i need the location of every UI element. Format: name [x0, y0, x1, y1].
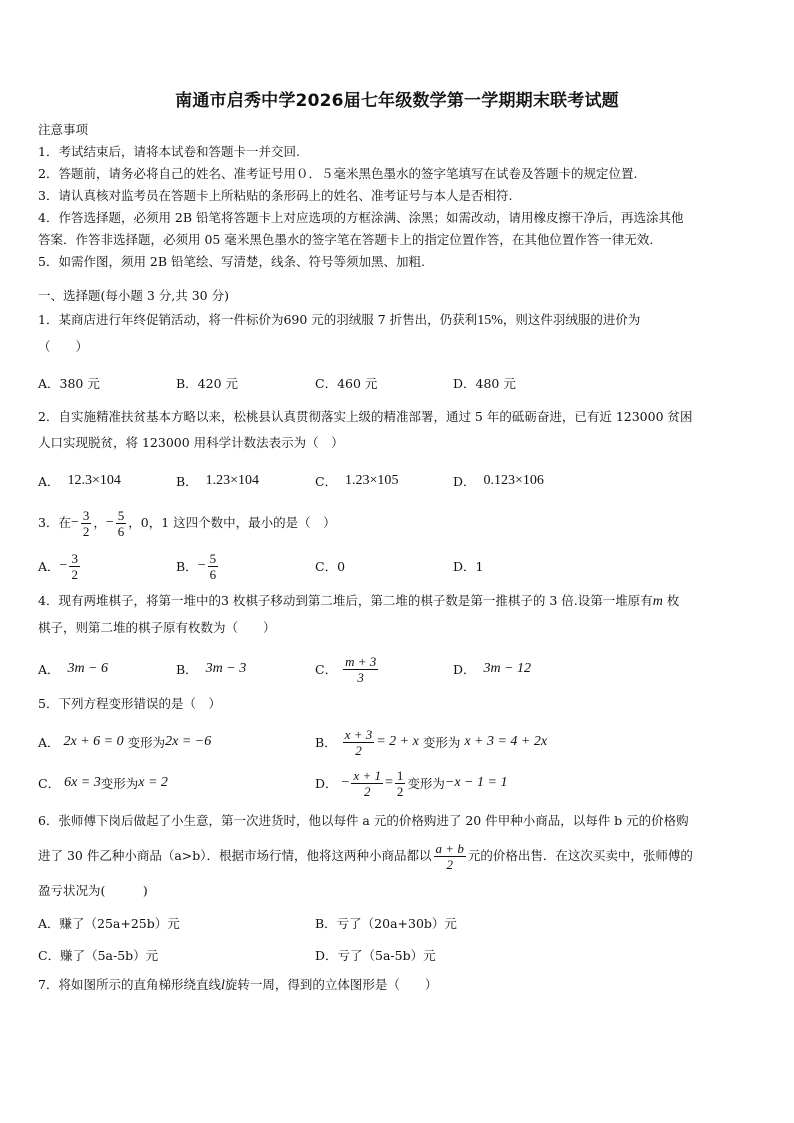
notes-item: 2．答题前，请务必将自己的姓名、准考证号用０．５毫米黑色墨水的签字笔填写在试卷及答题卡的规定位置.: [38, 166, 638, 181]
question-6: 6．张师傅下岗后做起了小生意，第一次进货时，他以每件 a 元的价格购进了 20 件甲种小商品，以每件 b 元的价格购 进了 30 件乙种小商品（a>b）．根据市场行情，他将这两种小商品都以 $\frac{a + b}{2}$ 元的价格出售．在这次买卖中，张师傅的 盈亏状况为( ): [38, 813, 693, 898]
q3-option-a[interactable]: A． − $\frac{3}{2}$: [38, 550, 78, 582]
q4-option-b[interactable]: B． 3m − 3: [176, 661, 247, 677]
section-heading: 一、选择题(每小题 3 分,共 30 分): [38, 288, 229, 303]
q1-text-end: ，则这件羽绒服的进价为: [502, 312, 641, 327]
question-3: 3．在 − $\frac{3}{2}$ ， − $\frac{5}{6}$ ，0，1 这四个数中，最小的是（ ）: [38, 507, 336, 539]
q6-option-b[interactable]: B．亏了（20a+30b）元: [315, 916, 457, 931]
fraction: $\frac{m + 3}{3}$: [345, 653, 377, 685]
q5-option-b[interactable]: B． $\frac{x + 3}{2}$ = 2 + x 变形为 x + 3 = 4 + 2x: [315, 726, 548, 758]
fraction: $\frac{3}{2}$: [71, 550, 78, 582]
fraction: $\frac{x + 1}{2}$: [353, 767, 381, 799]
q3-option-b[interactable]: B． − $\frac{5}{6}$: [176, 550, 217, 582]
q1-text: 1．某商店进行年终促销活动，将一件标价为690 元的羽绒服 7 折售出，仍获利: [38, 312, 478, 327]
q5-option-d[interactable]: D． − $\frac{x + 1}{2}$ = $\frac{1}{2}$ 变形为 −x − 1 = 1: [315, 767, 508, 799]
notes-item: 5．如需作图，须用 2B 铅笔绘、写清楚，线条、符号等须加黑、加粗.: [38, 254, 426, 269]
fraction: $\frac{5}{6}$: [209, 550, 217, 582]
question-2: [38, 404, 768, 456]
notes-item: 3．请认真核对监考员在答题卡上所粘贴的条形码上的姓名、准考证号与本人是否相符.: [38, 188, 513, 203]
fraction: $\frac{a + b}{2}$: [435, 840, 464, 872]
q1-percent: 15%: [477, 313, 503, 328]
fraction: $\frac{x + 3}{2}$: [344, 726, 373, 758]
notes-item: 1．考试结束后，请将本试卷和答题卡一并交回.: [38, 144, 300, 159]
q1-option-a[interactable]: A．380 元: [38, 376, 100, 391]
fraction: $\frac{3}{2}$: [82, 507, 90, 539]
q2-option-b[interactable]: B． 1.23×10 4: [176, 473, 260, 489]
q2-option-d[interactable]: D． 0.123×10 6: [453, 473, 544, 489]
question-7: 7．将如图所示的直角梯形绕直线l旋转一周，得到的立体图形是（ ）: [38, 977, 438, 993]
question-1: [38, 307, 768, 360]
q5-options-row2: [38, 765, 768, 805]
q4-option-c[interactable]: C． $\frac{m + 3}{3}$: [315, 653, 377, 685]
notes-item: 4．作答选择题，必须用 2B 铅笔将答题卡上对应选项的方框涂满、涂黑；如需改动，请用橡皮擦干净后，再选涂其他: [38, 210, 684, 225]
fraction: $\frac{1}{2}$: [396, 767, 404, 799]
q1-option-c[interactable]: C．460 元: [315, 376, 378, 391]
q3-options: [38, 548, 768, 588]
fraction: $\frac{5}{6}$: [117, 507, 125, 539]
q1-option-d[interactable]: D．480 元: [453, 376, 516, 391]
q6-option-d[interactable]: D．亏了（5a-5b）元: [315, 948, 436, 963]
page-title: 南通市启秀中学2026届七年级数学第一学期期末联考试题: [175, 91, 619, 111]
q4-options: [38, 651, 768, 691]
q2-option-c[interactable]: C． 1.23×10 5: [315, 473, 399, 489]
q1-option-b[interactable]: B．420 元: [176, 376, 239, 391]
q3-option-c[interactable]: C．0: [315, 559, 346, 574]
q2-text: 人口实现脱贫，将 123000 用科学计数法表示为（ ）: [38, 435, 344, 450]
q2-option-a[interactable]: A． 12.3×10 4: [38, 473, 121, 489]
q6-option-c[interactable]: C．赚了（5a-5b）元: [38, 948, 159, 963]
q5-option-c[interactable]: C． 6x = 3 变形为 x = 2: [38, 775, 168, 791]
q1-options: [38, 368, 768, 408]
q4-option-a[interactable]: A． 3m − 6: [38, 661, 109, 677]
q5-options-row1: [38, 724, 768, 764]
q2-options: [38, 466, 768, 506]
q2-text: 2．自实施精准扶贫基本方略以来，松桃县认真贯彻落实上级的精准部署，通过 5 年的砥砺奋进，已有近 123000 贫困: [38, 409, 693, 424]
q1-blank: （ ）: [38, 339, 89, 354]
q6-option-a[interactable]: A．赚了（25a+25b）元: [38, 916, 180, 931]
q4-option-d[interactable]: D． 3m − 12: [453, 661, 532, 677]
q3-option-d[interactable]: D．1: [453, 559, 484, 574]
notes-item: 答案．作答非选择题，必须用 05 毫米黑色墨水的签字笔在答题卡上的指定位置作答，在其他位置作答一律无效.: [38, 232, 654, 247]
notes-block: [38, 119, 768, 273]
q5-option-a[interactable]: A． 2x + 6 = 0 变形为 2x = −6: [38, 734, 212, 750]
question-4: 4．现有两堆棋子，将第一堆中的3 枚棋子移动到第二堆后，第二堆的棋子数是第一推棋子的 3 倍.设第一堆原有m 枚 棋子，则第二堆的棋子原有枚数为（ ）: [38, 593, 680, 635]
notes-heading: 注意事项: [38, 122, 89, 137]
question-5: 5．下列方程变形错误的是（ ）: [38, 696, 221, 711]
